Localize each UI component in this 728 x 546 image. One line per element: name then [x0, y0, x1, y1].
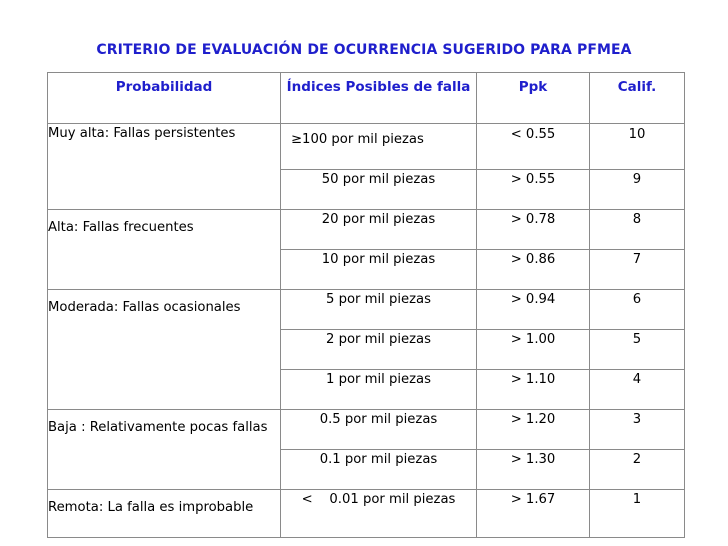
occurrence-criteria-table [47, 72, 685, 538]
table-row [48, 290, 685, 330]
indice-cell: 10 por mil piezas [281, 250, 477, 290]
header-ppk: Ppk [477, 73, 590, 124]
calif-cell: 6 [590, 290, 685, 330]
group-label: Alta: Fallas frecuentes [48, 210, 281, 290]
ppk-cell: > 1.30 [477, 450, 590, 490]
indice-cell: 0.5 por mil piezas [281, 410, 477, 450]
table-row [48, 210, 685, 250]
table-row [48, 490, 685, 538]
calif-cell: 4 [590, 370, 685, 410]
ppk-cell: > 1.67 [477, 490, 590, 538]
indice-cell: < 0.01 por mil piezas [281, 490, 477, 538]
header-calif: Calif. [590, 73, 685, 124]
indice-cell: 1 por mil piezas [281, 370, 477, 410]
calif-cell: 9 [590, 170, 685, 210]
indice-cell: 20 por mil piezas [281, 210, 477, 250]
ppk-cell: > 0.86 [477, 250, 590, 290]
ppk-cell: > 1.10 [477, 370, 590, 410]
ppk-cell: < 0.55 [477, 124, 590, 170]
ppk-cell: > 0.55 [477, 170, 590, 210]
ppk-cell: > 0.78 [477, 210, 590, 250]
calif-cell: 7 [590, 250, 685, 290]
ppk-cell: > 1.00 [477, 330, 590, 370]
calif-cell: 8 [590, 210, 685, 250]
indice-cell: ≥100 por mil piezas [281, 124, 477, 170]
table-title: CRITERIO DE EVALUACIÓN DE OCURRENCIA SUGERIDO PARA PFMEA [96, 42, 632, 58]
header-indices: Índices Posibles de falla [281, 73, 477, 124]
group-label: Moderada: Fallas ocasionales [48, 290, 281, 410]
group-label: Baja : Relativamente pocas fallas [48, 410, 281, 490]
indice-cell: 5 por mil piezas [281, 290, 477, 330]
header-probabilidad: Probabilidad [48, 73, 281, 124]
indice-cell: 50 por mil piezas [281, 170, 477, 210]
group-label: Muy alta: Fallas persistentes [48, 124, 281, 210]
ppk-cell: > 0.94 [477, 290, 590, 330]
group-label: Remota: La falla es improbable [48, 490, 281, 538]
indice-cell: 0.1 por mil piezas [281, 450, 477, 490]
header-row [48, 73, 685, 124]
calif-cell: 5 [590, 330, 685, 370]
calif-cell: 3 [590, 410, 685, 450]
calif-cell: 10 [590, 124, 685, 170]
calif-cell: 2 [590, 450, 685, 490]
ppk-cell: > 1.20 [477, 410, 590, 450]
calif-cell: 1 [590, 490, 685, 538]
table-row [48, 410, 685, 450]
table-row [48, 124, 685, 170]
indice-cell: 2 por mil piezas [281, 330, 477, 370]
